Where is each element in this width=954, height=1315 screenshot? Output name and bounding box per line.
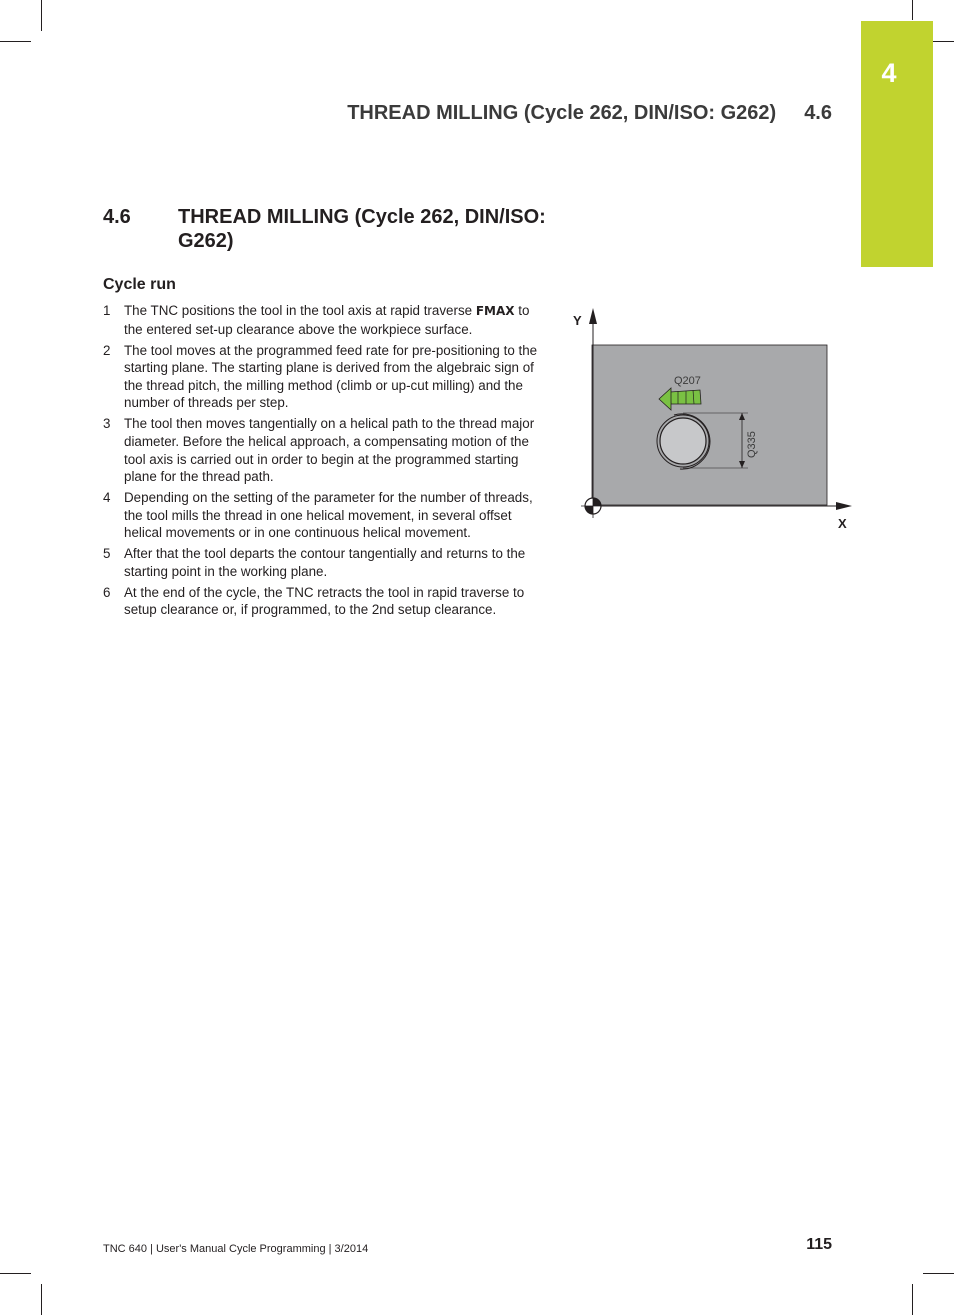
step-number: 5 [103, 546, 111, 562]
step-number: 1 [103, 303, 111, 318]
workpiece-plate [592, 345, 827, 505]
list-item [103, 415, 543, 485]
crop-mark [0, 1273, 31, 1274]
section-number: 4.6 [103, 206, 131, 228]
footer-text: TNC 640 | User's Manual Cycle Programming | 3/2014 [103, 1243, 369, 1255]
list-item [103, 302, 543, 338]
running-head-section: 4.6 [804, 102, 832, 124]
crop-mark [41, 0, 42, 31]
q335-label: Q335 [746, 431, 758, 458]
page-number: 115 [806, 1236, 832, 1253]
x-axis-label: X [838, 516, 847, 531]
crop-mark [41, 1284, 42, 1315]
step-text: After that the tool departs the contour tangentially and returns to the starting point in the working plane. [124, 546, 526, 579]
list-item [103, 342, 543, 412]
step-text: The tool moves at the programmed feed rate for pre-positioning to the starting plane. The starting plane is derived from the algebraic sign of the thread pitch, the milling method (climb or up-cut milling) and the number of threads per step. [124, 342, 538, 411]
section-title: THREAD MILLING (Cycle 262, DIN/ISO: G262) [178, 206, 546, 252]
step-text: The TNC positions the tool in the tool axis at rapid traverse [124, 303, 476, 318]
step-code: FMAX [475, 304, 515, 318]
step-text: Depending on the setting of the parameter for the number of threads, the tool mills the thread in one helical movement, in several offset helical movements or in one continuous helical movement. [124, 490, 533, 541]
thread-milling-figure [570, 300, 860, 540]
step-number: 2 [103, 342, 111, 358]
list-item [103, 489, 543, 542]
x-axis-arrow [836, 502, 852, 510]
step-text: At the end of the cycle, the TNC retracts the tool in rapid traverse to setup clearance or, if programmed, to the 2nd setup clearance. [124, 584, 525, 618]
crop-mark [923, 1273, 954, 1274]
step-number: 4 [103, 490, 111, 506]
running-head-title: THREAD MILLING (Cycle 262, DIN/ISO: G262) [347, 102, 777, 124]
step-number: 6 [103, 584, 111, 600]
step-text: The tool then moves tangentially on a helical path to the thread major diameter. Before the helical approach, a compensating motion of the tool axis is carried out in order to begin at the programmed starting plane for the thread path. [124, 416, 535, 485]
subsection-heading: Cycle run [103, 276, 176, 293]
chapter-number: 4 [881, 58, 897, 88]
y-axis-label: Y [573, 313, 582, 328]
running-head [347, 102, 832, 125]
q207-label: Q207 [674, 375, 701, 387]
list-item [103, 545, 543, 580]
list-item [103, 584, 543, 619]
thread-bore [660, 418, 706, 464]
crop-mark [912, 1284, 913, 1315]
step-text: to the entered set-up clearance above the workpiece surface. [124, 303, 530, 337]
y-axis-arrow [589, 308, 597, 324]
crop-mark [0, 41, 31, 42]
crop-mark [912, 0, 913, 20]
step-number: 3 [103, 416, 111, 432]
cycle-run-steps [103, 302, 543, 622]
